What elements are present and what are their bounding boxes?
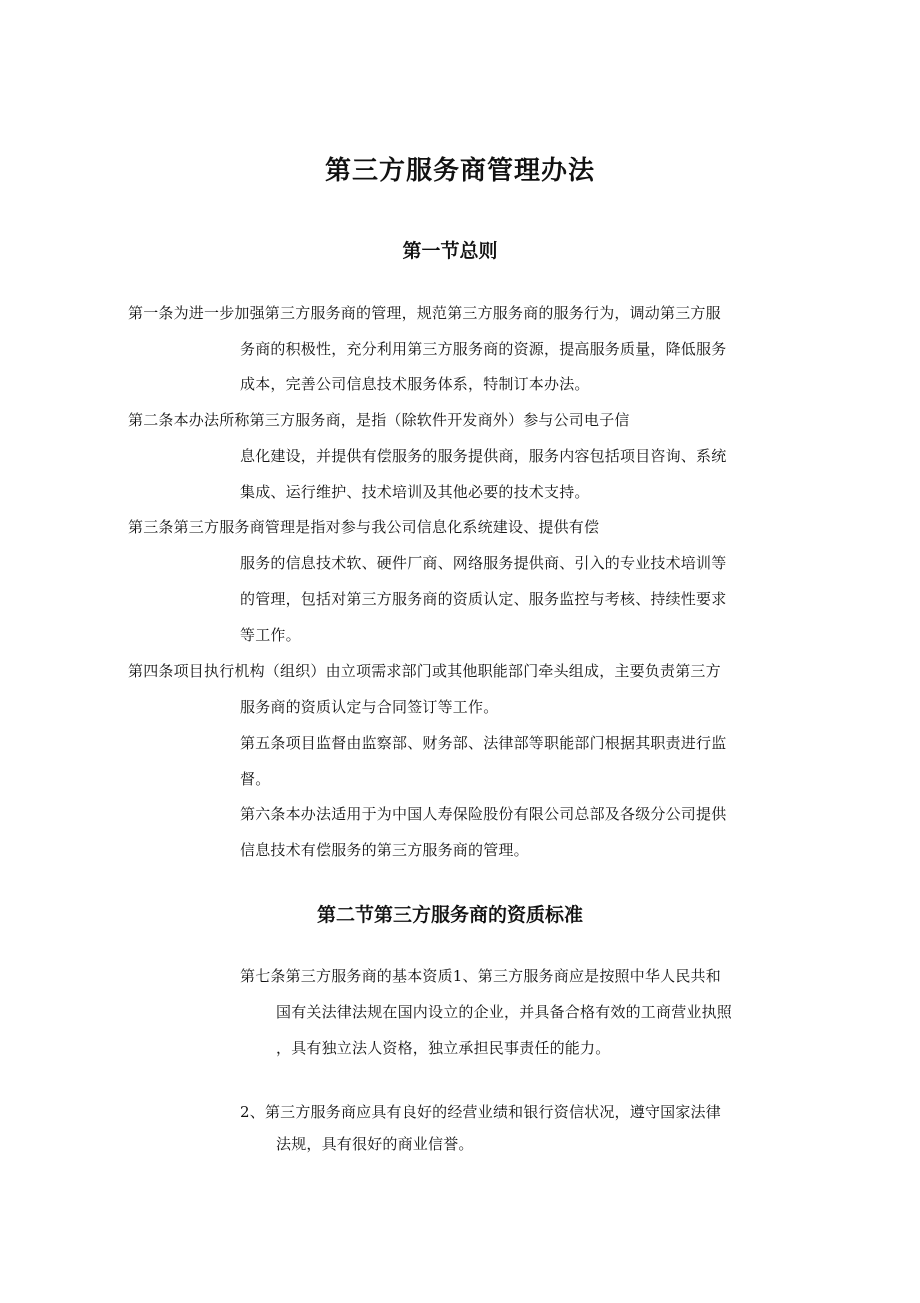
paragraph-line: 集成、运行维护、技术培训及其他必要的技术支持。 (240, 483, 590, 501)
paragraph-line: 第六条本办法适用于为中国人寿保险股份有限公司总部及各级分公司提供 (240, 805, 727, 823)
paragraph-line: 成本，完善公司信息技术服务体系，特制订本办法。 (240, 375, 590, 393)
paragraph-line: 等工作。 (240, 626, 301, 644)
paragraph-line: 第四条项目执行机构（组织）由立项需求部门或其他职能部门牵头组成，主要负责第三方 (128, 662, 721, 680)
paragraph-line: 第三条第三方服务商管理是指对参与我公司信息化系统建设、提供有偿 (128, 518, 600, 536)
paragraph-line: 服务的信息技术软、硬件厂商、网络服务提供商、引入的专业技术培训等 (240, 554, 727, 572)
paragraph-line: 务商的积极性，充分利用第三方服务商的资源，提高服务质量，降低服务 (240, 340, 727, 358)
paragraph-line: 的管理，包括对第三方服务商的资质认定、服务监控与考核、持续性要求 (240, 590, 727, 608)
paragraph-line: 2、第三方服务商应具有良好的经营业绩和银行资信状况，遵守国家法律 (240, 1103, 721, 1121)
paragraph-line: 第七条第三方服务商的基本资质1、第三方服务商应是按照中华人民共和 (240, 967, 721, 985)
paragraph-line: 服务商的资质认定与合同签订等工作。 (240, 698, 499, 716)
section-heading-2: 第二节第三方服务商的资质标准 (316, 904, 583, 926)
paragraph-line: 督。 (240, 770, 271, 788)
paragraph-line: 第五条项目监督由监察部、财务部、法律部等职能部门根据其职责进行监 (240, 734, 727, 752)
paragraph-line: 第二条本办法所称第三方服务商，是指（除软件开发商外）参与公司电子信 (128, 411, 630, 429)
paragraph-line: 信息技术有偿服务的第三方服务商的管理。 (240, 841, 529, 859)
paragraph-line: ，具有独立法人资格，独立承担民事责任的能力。 (276, 1039, 611, 1057)
paragraph-line: 国有关法律法规在国内设立的企业，并具备合格有效的工商营业执照 (276, 1003, 733, 1021)
paragraph-line: 第一条为进一步加强第三方服务商的管理，规范第三方服务商的服务行为，调动第三方服 (128, 304, 721, 322)
section-heading-1: 第一节总则 (402, 240, 498, 262)
paragraph-line: 法规，具有很好的商业信誉。 (276, 1135, 474, 1153)
paragraph-line: 息化建设，并提供有偿服务的服务提供商，服务内容包括项目咨询、系统 (240, 447, 727, 465)
document-title: 第三方服务商管理办法 (324, 156, 595, 186)
